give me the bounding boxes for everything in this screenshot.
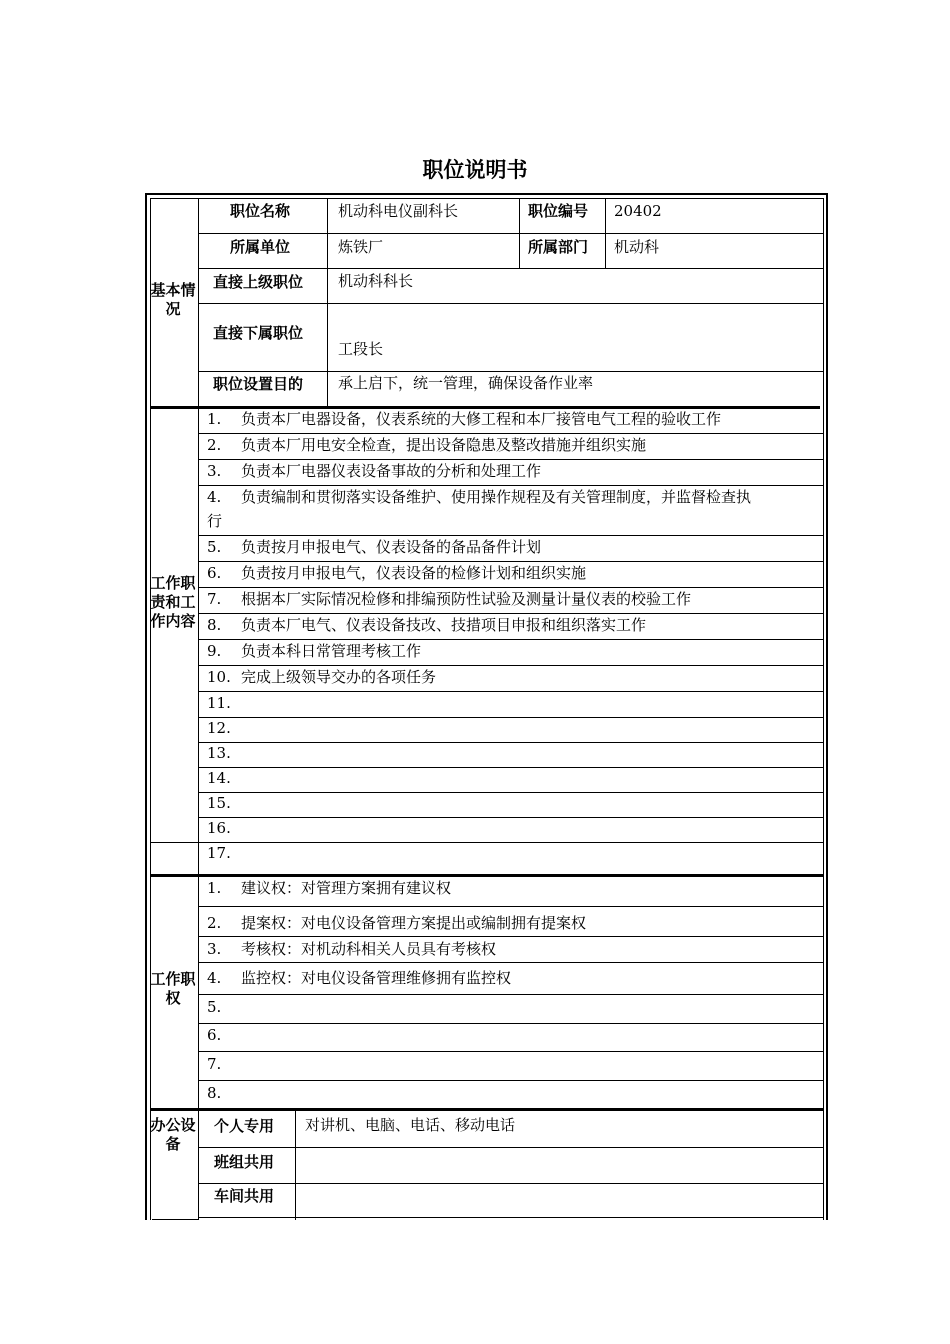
list-item: 4. 负责编制和贯彻落实设备维护、使用操作规程及有关管理制度，并监督检查执 [207,488,752,506]
list-item: 8. [207,1084,222,1102]
duties-section-label: 工作职责和工作内容 [150,574,196,630]
list-item: 2. 提案权：对电仪设备管理方案提出或编制拥有提案权 [207,914,587,932]
subordinate-label: 直接下属职位 [213,324,304,342]
position-name-label: 职位名称 [230,202,291,220]
list-item: 5. [207,998,222,1016]
unit-value: 炼铁厂 [338,238,384,256]
list-item: 1. 建议权：对管理方案拥有建议权 [207,879,452,897]
equipment-personal-value: 对讲机、电脑、电话、移动电话 [305,1116,516,1134]
list-item: 3. 负责本厂电器仪表设备事故的分析和处理工作 [207,462,542,480]
list-item: 1. 负责本厂电器设备，仪表系统的大修工程和本厂接管电气工程的验收工作 [207,410,722,428]
purpose-value: 承上启下，统一管理，确保设备作业率 [338,374,594,392]
list-item: 16. [207,819,231,837]
superior-value: 机动科科长 [338,272,414,290]
table-inner-frame [150,198,824,1220]
list-item: 4. 监控权：对电仪设备管理维修拥有监控权 [207,969,512,987]
dept-value: 机动科 [614,238,660,256]
list-item: 11. [207,694,231,712]
list-item: 2. 负责本厂用电安全检查，提出设备隐患及整改措施并组织实施 [207,436,647,454]
purpose-label: 职位设置目的 [213,375,304,393]
authority-section-label: 工作职权 [150,970,196,1007]
list-item: 6. 负责按月申报电气，仪表设备的检修计划和组织实施 [207,564,587,582]
list-item: 10. 完成上级领导交办的各项任务 [207,668,437,686]
equipment-section-label: 办公设备 [150,1116,196,1153]
superior-label: 直接上级职位 [213,273,304,291]
unit-label: 所属单位 [230,238,291,256]
position-name-value: 机动科电仪副科长 [338,202,459,220]
list-item: 14. [207,769,231,787]
list-item: 17. [207,844,231,862]
list-item: 9. 负责本科日常管理考核工作 [207,642,422,660]
list-item: 8. 负责本厂电气、仪表设备技改、技措项目申报和组织落实工作 [207,616,647,634]
list-item-continuation: 行 [207,512,223,530]
equipment-team-label: 班组共用 [214,1153,275,1171]
subordinate-value: 工段长 [338,340,384,358]
list-item: 7. [207,1055,222,1073]
equipment-workshop-label: 车间共用 [214,1187,275,1205]
list-item: 13. [207,744,231,762]
equipment-personal-label: 个人专用 [214,1117,275,1135]
list-item: 5. 负责按月申报电气、仪表设备的备品备件计划 [207,538,542,556]
position-code-label: 职位编号 [528,202,589,220]
label-column-divider [198,198,199,1220]
basic-section-label: 基本情况 [150,281,196,318]
list-item: 15. [207,794,231,812]
list-item: 7. 根据本厂实际情况检修和排编预防性试验及测量计量仪表的校验工作 [207,590,692,608]
list-item: 12. [207,719,231,737]
list-item: 3. 考核权：对机动科相关人员具有考核权 [207,940,497,958]
dept-label: 所属部门 [528,238,589,256]
list-item: 6. [207,1026,222,1044]
position-code-value: 20402 [614,202,662,220]
page-title: 职位说明书 [422,158,528,182]
